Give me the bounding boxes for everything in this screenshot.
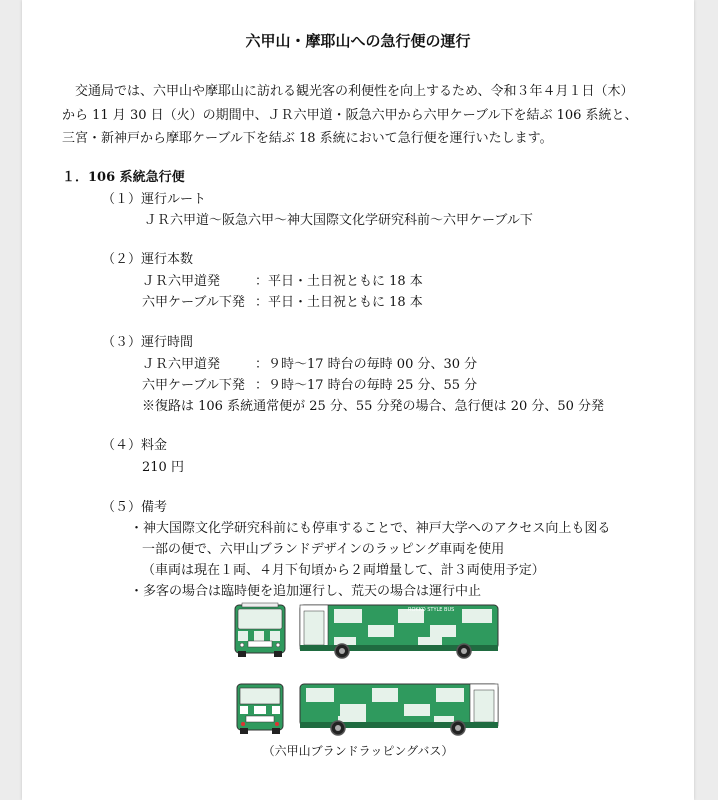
bus-side-view-bottom [298,680,502,736]
bus-caption: （六甲山ブランドラッピングバス） [262,744,454,758]
bus-wrap-text: ROKKO STYLE BUS [408,607,455,613]
intro-line-3: 三宮・新神戸から摩耶ケーブル下を結ぶ 18 系統において急行便を運行いたします。 [62,131,553,146]
count-row-label: 六甲ケーブル下発 [142,295,245,310]
intro-line-1: 交通局では、六甲山や摩耶山に訪れる観光客の利便性を向上するため、令和３年４月１日（木） [62,84,634,99]
bus-side-view-top [298,601,502,659]
intro-line-2: から 11 月 30 日（火）の期間中、ＪＲ六甲道・阪急六甲から六甲ケーブル下を結ぶ 106 系統と、 [62,108,638,123]
count-label: （２）運行本数 [102,252,194,267]
count-row-value: ：平日・土日祝ともに 18 本 [255,274,423,289]
time-row-value: ：９時～17 時台の毎時 00 分、30 分 [255,357,478,372]
bus-front-view-top [232,601,288,659]
note-item: ・多客の場合は臨時便を追加運行し、荒天の場合は運行中止 [130,584,482,599]
fare-label: （４）料金 [102,438,168,453]
notes-label: （５）備考 [102,500,168,515]
route-text: ＪＲ六甲道～阪急六甲～神大国際文化学研究科前～六甲ケーブル下 [144,213,533,228]
fare-value: 210 円 [142,460,184,475]
time-row-value: ：９時～17 時台の毎時 25 分、55 分 [255,378,478,393]
count-row-label: ＪＲ六甲道発 [142,274,221,289]
bus-rear-view-bottom [234,680,286,736]
section-heading: １．106 系統急行便 [62,170,185,185]
time-note: ※復路は 106 系統通常便が 25 分、55 分発の場合、急行便は 20 分、50 分発 [142,399,605,414]
note-item: （車両は現在１両、４月下旬頃から２両増量して、計３両使用予定） [142,563,545,578]
note-item: ・神大国際文化学研究科前にも停車することで、神戸大学へのアクセス向上も図る [130,521,611,536]
document-page [22,0,694,800]
note-item: 一部の便で、六甲山ブランドデザインのラッピング車両を使用 [142,542,505,557]
count-row-value: ：平日・土日祝ともに 18 本 [255,295,423,310]
time-row-label: ＪＲ六甲道発 [142,357,221,372]
time-row-label: 六甲ケーブル下発 [142,378,245,393]
route-label: （１）運行ルート [102,192,207,207]
time-label: （３）運行時間 [102,335,194,350]
page-title: 六甲山・摩耶山への急行便の運行 [245,32,471,50]
